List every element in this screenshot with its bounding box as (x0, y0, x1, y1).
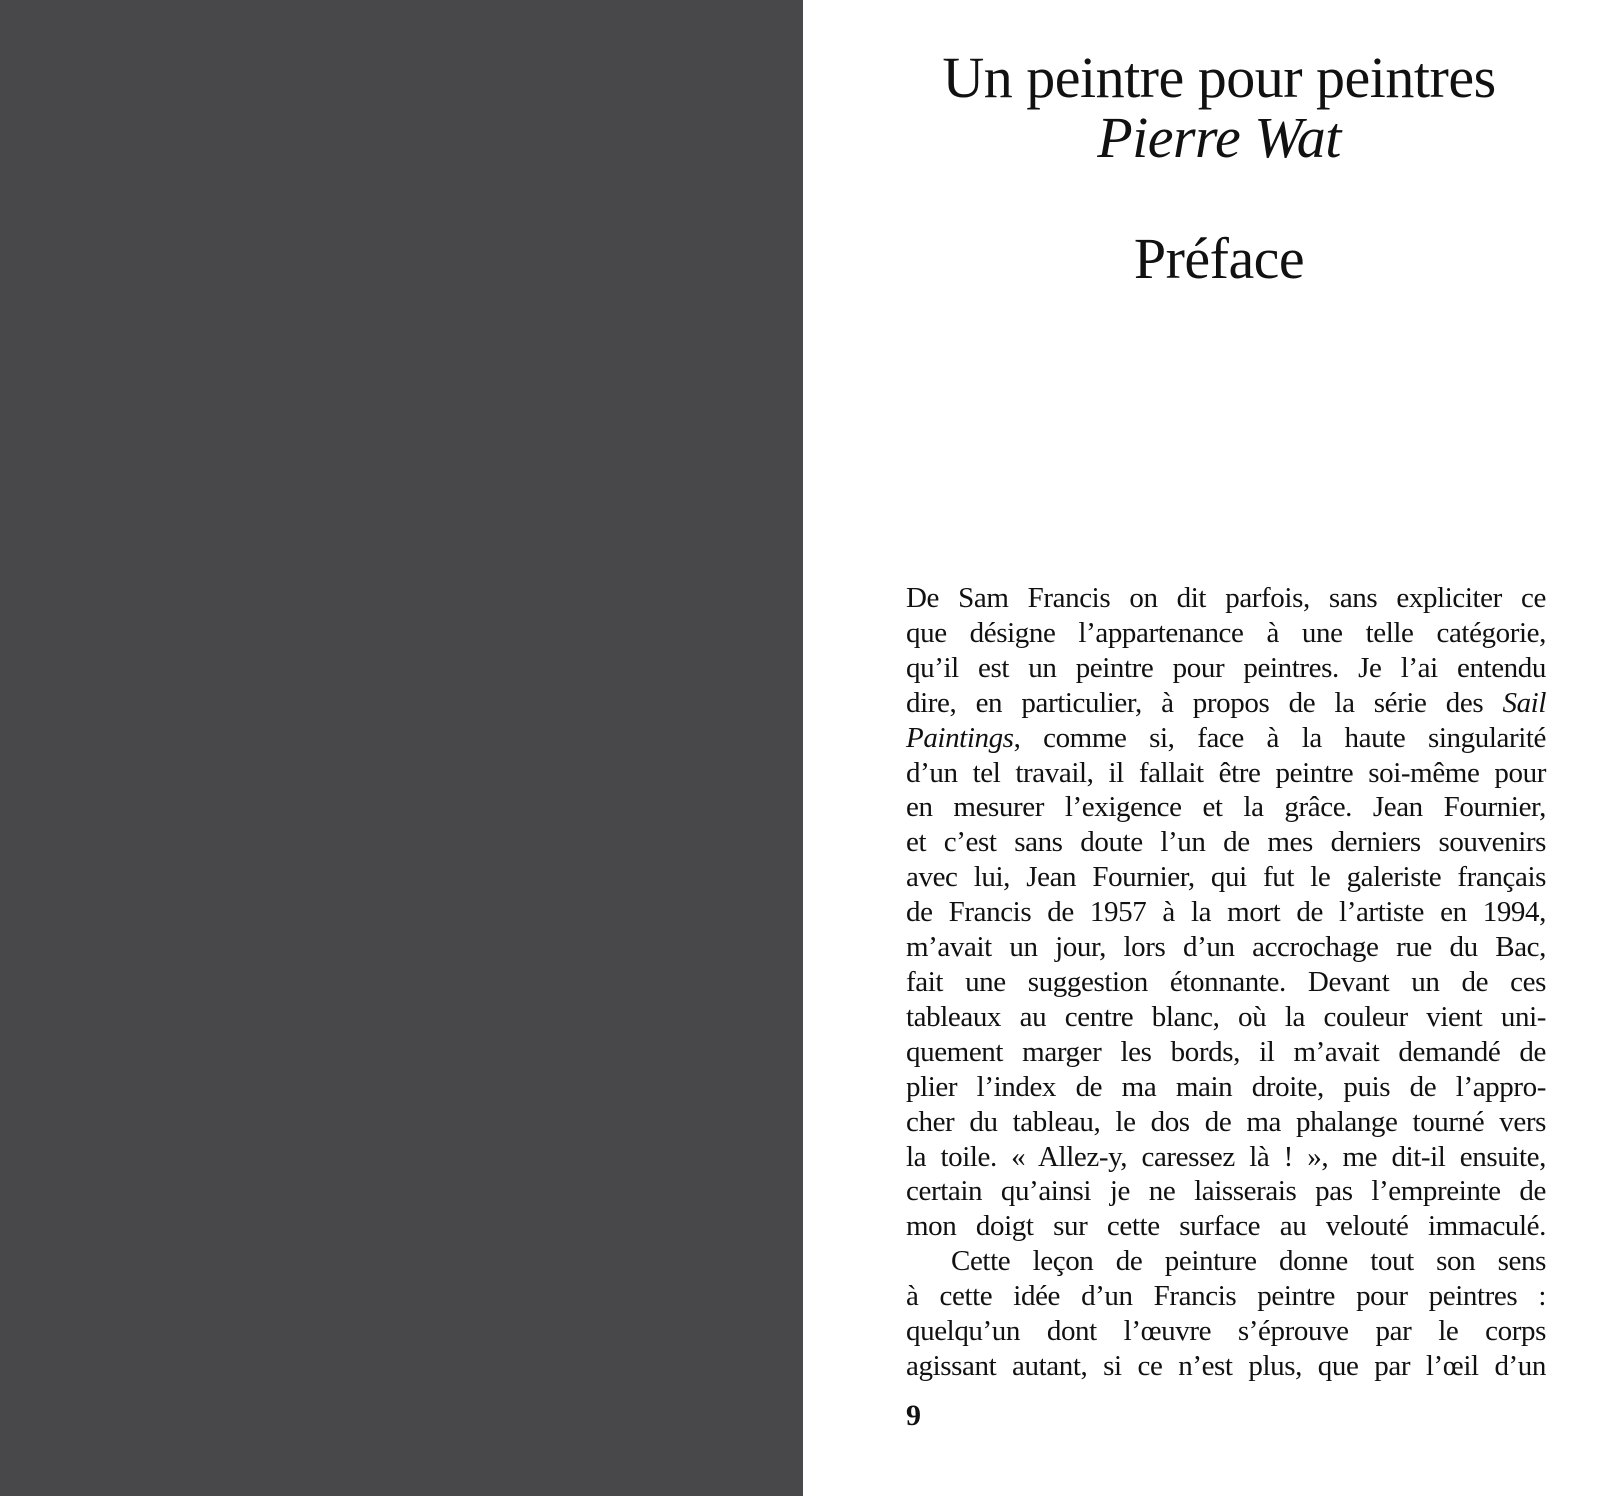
body-line (906, 965, 1546, 1000)
body-line (906, 930, 1546, 965)
text-segment: qu’il est un peintre pour peintres. Je l’ai entendu (906, 651, 1546, 684)
body-line (906, 1279, 1546, 1314)
text-segment: en mesurer l’exigence et la grâce. Jean Fournier, (906, 791, 1546, 824)
text-segment: certain qu’ainsi je ne laisserais pas l’empreinte de (906, 1175, 1546, 1208)
body-line (906, 686, 1546, 721)
text-segment: cher du tableau, le dos de ma phalange tourné vers (906, 1105, 1546, 1138)
body-line (906, 1209, 1546, 1244)
body-line (906, 1070, 1546, 1105)
text-segment: avec lui, Jean Fournier, qui fut le galeriste français (906, 861, 1546, 894)
text-segment: agissant autant, si ce n’est plus, que par l’œil d’un (906, 1349, 1546, 1382)
text-segment: quelqu’un dont l’œuvre s’éprouve par le corps (906, 1315, 1546, 1348)
body-line (906, 860, 1546, 895)
body-line (906, 1244, 1546, 1279)
text-segment: dire, en particulier, à propos de la série des (906, 686, 1503, 719)
body-line (906, 1349, 1546, 1384)
body-text (906, 581, 1546, 1384)
page-number: 9 (906, 1399, 921, 1432)
text-segment: quement marger les bords, il m’avait demandé de (906, 1035, 1546, 1068)
body-line (906, 895, 1546, 930)
body-line (906, 1174, 1546, 1209)
body-line (906, 721, 1546, 756)
text-segment: Cette leçon de peinture donne tout son sens (951, 1245, 1546, 1278)
body-line (906, 651, 1546, 686)
text-segment: m’avait un jour, lors d’un accrochage rue du Bac, (906, 931, 1546, 964)
text-segment: de Francis de 1957 à la mort de l’artiste en 1994, (906, 896, 1546, 929)
text-segment: De Sam Francis on dit parfois, sans expliciter ce (906, 582, 1546, 614)
body-line (906, 756, 1546, 791)
text-segment: à cette idée d’un Francis peintre pour peintres : (906, 1280, 1546, 1313)
body-line (906, 1105, 1546, 1140)
body-line (906, 825, 1546, 860)
text-segment: , comme si, face à la haute singularité (1013, 721, 1546, 754)
body-line (906, 1314, 1546, 1349)
text-segment: et c’est sans doute l’un de mes derniers souvenirs (906, 826, 1546, 859)
section-title: Préface (1133, 226, 1305, 291)
body-line (906, 1140, 1546, 1175)
book-title: Un peintre pour peintres (942, 45, 1496, 110)
text-segment: fait une suggestion étonnante. Devant un de ces (906, 965, 1546, 998)
author-name: Pierre Wat (1097, 105, 1341, 170)
body-line (906, 1035, 1546, 1070)
italic-text: Paintings (906, 721, 1014, 754)
title-block (883, 45, 1555, 170)
body-line (906, 581, 1546, 616)
text-segment: d’un tel travail, il fallait être peintre soi-même pour (906, 756, 1546, 789)
text-segment: plier l’index de ma main droite, puis de l’appro- (906, 1070, 1546, 1103)
text-segment: la toile. « Allez-y, caressez là ! », me dit-il ensuite, (906, 1140, 1546, 1173)
body-line (906, 616, 1546, 651)
body-line (906, 1000, 1546, 1035)
text-segment: tableaux au centre blanc, où la couleur vient uni- (906, 1000, 1546, 1033)
italic-text: Sail (1502, 686, 1546, 719)
body-line (906, 790, 1546, 825)
right-page (803, 0, 1606, 1496)
text-segment: que désigne l’appartenance à une telle catégorie, (906, 616, 1546, 649)
text-segment: mon doigt sur cette surface au velouté immaculé. (906, 1210, 1546, 1243)
